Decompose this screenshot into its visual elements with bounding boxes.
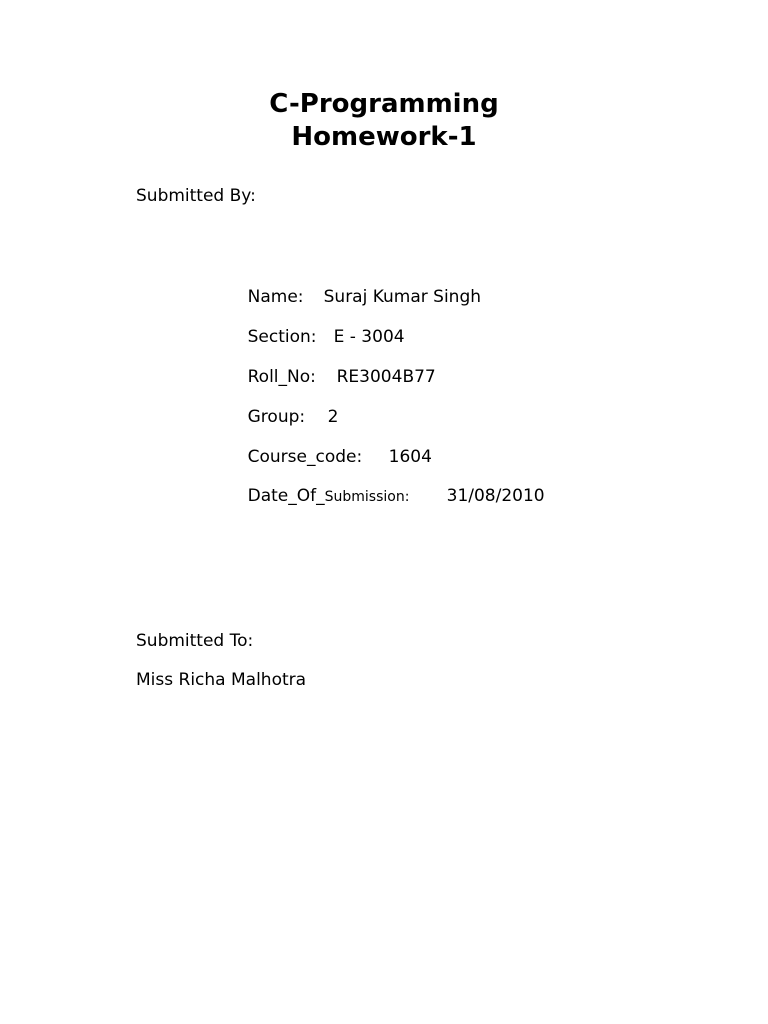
roll-no-label: Roll_No:: [247, 367, 316, 387]
group-value: 2: [327, 407, 339, 427]
document-title: [0, 88, 768, 154]
section-label: Section:: [247, 327, 317, 347]
submitted-to-name: Miss Richa Malhotra: [136, 670, 307, 690]
title-line-1: C-Programming: [269, 89, 499, 119]
group-label: Group:: [247, 407, 306, 427]
date-of-submission-label: [248, 485, 447, 508]
roll-no-value: RE3004B77: [336, 367, 436, 387]
name-value: Suraj Kumar Singh: [323, 287, 482, 307]
name-label: Name:: [247, 287, 304, 307]
course-code-label: Course_code:: [247, 447, 363, 467]
title-line-2: Homework-1: [291, 122, 477, 152]
date-of-submission-row: [226, 463, 545, 530]
date-label-suffix: Submission:: [324, 489, 410, 505]
submitted-by-label: Submitted By:: [136, 186, 256, 206]
course-code-value: 1604: [388, 447, 432, 467]
submitted-to-label: Submitted To:: [136, 631, 254, 651]
section-value: E - 3004: [333, 327, 405, 347]
date-label-prefix: Date_Of_: [247, 486, 325, 506]
date-of-submission-value: 31/08/2010: [446, 486, 545, 506]
